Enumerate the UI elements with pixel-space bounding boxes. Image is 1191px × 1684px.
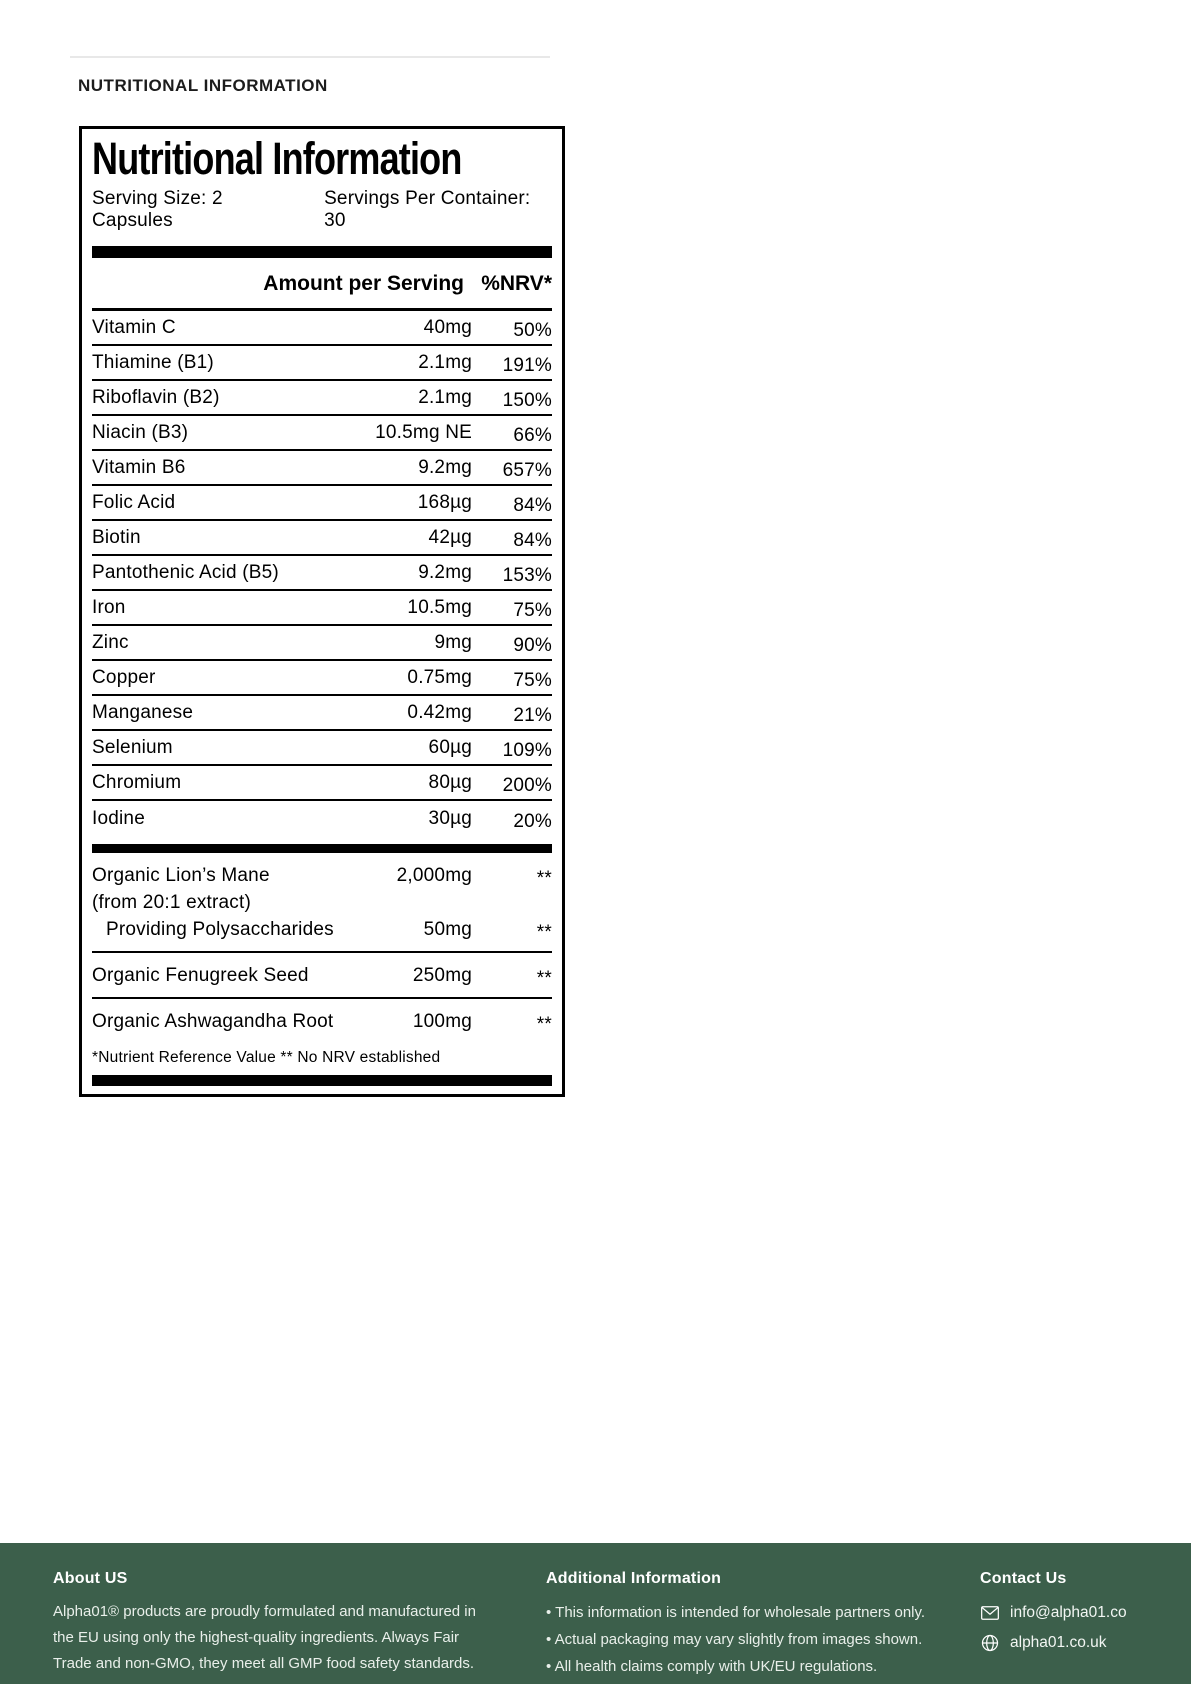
footer-website-row[interactable] [980,1629,1180,1657]
footer-bullet-item: • Actual packaging may vary slightly from images shown. [546,1626,946,1653]
nrv-header: %NRV* [481,272,552,295]
nutrient-nrv: 84% [513,529,552,551]
nutrient-amount: 168µg [417,491,472,513]
nutrient-amount: 0.75mg [407,666,472,688]
page-footer [0,1543,1191,1684]
nutrient-amount: 60µg [428,736,472,758]
botanical-nrv: ** [536,967,552,989]
serving-size: Serving Size: 2 Capsules [92,188,223,231]
nutrient-name: Iodine [92,807,145,829]
botanical-row-ashwagandha [92,999,552,1039]
nutrient-row [92,661,552,696]
section-title: NUTRITIONAL INFORMATION [78,76,328,95]
nrv-footnote: *Nutrient Reference Value ** No NRV established [92,1049,441,1066]
botanical-name: Organic Lion’s Mane [92,864,270,886]
nutrient-name: Iron [92,596,126,618]
footer-additional-list [546,1599,946,1680]
nutrient-name: Niacin (B3) [92,421,189,443]
nutrient-amount: 80µg [428,771,472,793]
nutrient-row [92,731,552,766]
botanical-subtext: (from 20:1 extract) [92,891,252,913]
nutrient-nrv: 657% [502,459,552,481]
section-divider [70,56,550,58]
label-title: Nutritional Information [92,133,462,184]
footer-additional-section [546,1570,946,1680]
nutrient-nrv: 75% [513,669,552,691]
botanical-row-fenugreek [92,953,552,999]
nutrient-name: Biotin [92,526,141,548]
botanical-amount: 100mg [412,1010,472,1032]
serving-info [92,188,552,232]
thick-divider-middle [92,844,552,853]
nutrient-name: Copper [92,666,156,688]
nutrient-nrv: 21% [513,704,552,726]
nutrient-nrv: 84% [513,494,552,516]
footer-contact-heading: Contact Us [980,1570,1067,1587]
botanical-row-polysaccharides [92,916,552,943]
footer-additional-heading: Additional Information [546,1570,722,1587]
botanical-name: Providing Polysaccharides [106,918,334,940]
nutrient-amount: 10.5mg NE [375,421,472,443]
nutrient-nrv: 191% [502,354,552,376]
website-link[interactable]: alpha01.co.uk [1010,1634,1107,1651]
nutrient-amount: 0.42mg [407,701,472,723]
column-header-row [92,272,552,296]
footer-about-text: Alpha01® products are proudly formulated and manufactured in the EU using only the highest-quality ingredients. Always Fair Trade and non-GMO, they meet all GMP food safety standards. [53,1603,476,1672]
botanical-amount: 250mg [412,964,472,986]
nutrient-nrv: 200% [502,774,552,796]
footer-bullet-item: • All health claims comply with UK/EU regulations. [546,1653,946,1680]
nutrient-name: Vitamin B6 [92,456,186,478]
nutrient-nrv: 50% [513,319,552,341]
nutrient-table [92,311,552,836]
servings-per-container: Servings Per Container: 30 [324,188,531,231]
nutrient-name: Vitamin C [92,316,176,338]
botanical-nrv: ** [536,921,552,943]
botanical-amount: 2,000mg [396,864,472,886]
nutrient-row [92,451,552,486]
nutrient-row [92,416,552,451]
nutrient-name: Thiamine (B1) [92,351,214,373]
amount-header: Amount per Serving [263,272,464,295]
envelope-icon [980,1603,1000,1623]
nutrient-nrv: 153% [502,564,552,586]
nutrient-row [92,626,552,661]
footer-about-heading: About US [53,1570,128,1587]
nutrient-name: Riboflavin (B2) [92,386,220,408]
globe-icon [980,1633,1000,1653]
nutrient-amount: 40mg [423,316,472,338]
nutrient-row [92,381,552,416]
nutrient-nrv: 150% [502,389,552,411]
nutrient-name: Zinc [92,631,129,653]
nutrient-amount: 10.5mg [407,596,472,618]
nutrient-nrv: 75% [513,599,552,621]
nutrient-amount: 9.2mg [418,561,472,583]
nutrient-row [92,696,552,731]
nutrient-row [92,486,552,521]
botanical-nrv: ** [536,1013,552,1035]
nutrient-amount: 42µg [428,526,472,548]
nutrient-name: Pantothenic Acid (B5) [92,561,279,583]
nutrient-amount: 9mg [434,631,472,653]
botanical-nrv: ** [536,867,552,889]
nutrient-row [92,801,552,836]
nutrient-row [92,521,552,556]
botanical-row-lions-mane [92,853,552,953]
nutrient-name: Chromium [92,771,182,793]
footer-bullet-item: • This information is intended for wholesale partners only. [546,1599,946,1626]
nutrient-name: Folic Acid [92,491,176,513]
footer-contact-section [980,1570,1180,1657]
nutrient-nrv: 66% [513,424,552,446]
botanical-name: Organic Ashwagandha Root [92,1010,334,1032]
nutrient-amount: 2.1mg [418,386,472,408]
nutrient-nrv: 90% [513,634,552,656]
footer-about-section [53,1570,500,1677]
thick-divider-bottom [92,1075,552,1086]
nutrient-amount: 2.1mg [418,351,472,373]
nutrient-row [92,346,552,381]
email-link[interactable]: info@alpha01.co [1010,1604,1127,1621]
nutrient-row [92,766,552,801]
nutrient-amount: 9.2mg [418,456,472,478]
botanical-amount: 50mg [423,918,472,940]
botanical-name: Organic Fenugreek Seed [92,964,309,986]
nutrient-name: Manganese [92,701,194,723]
nutrient-name: Selenium [92,736,173,758]
nutrient-row [92,591,552,626]
nutrient-nrv: 20% [513,810,552,832]
nutrient-nrv: 109% [502,739,552,761]
nutrient-amount: 30µg [428,807,472,829]
nutrition-label [79,126,565,1097]
nutrient-row [92,556,552,591]
thick-divider-top [92,246,552,258]
nutrient-row [92,311,552,346]
footer-email-row[interactable] [980,1599,1180,1627]
